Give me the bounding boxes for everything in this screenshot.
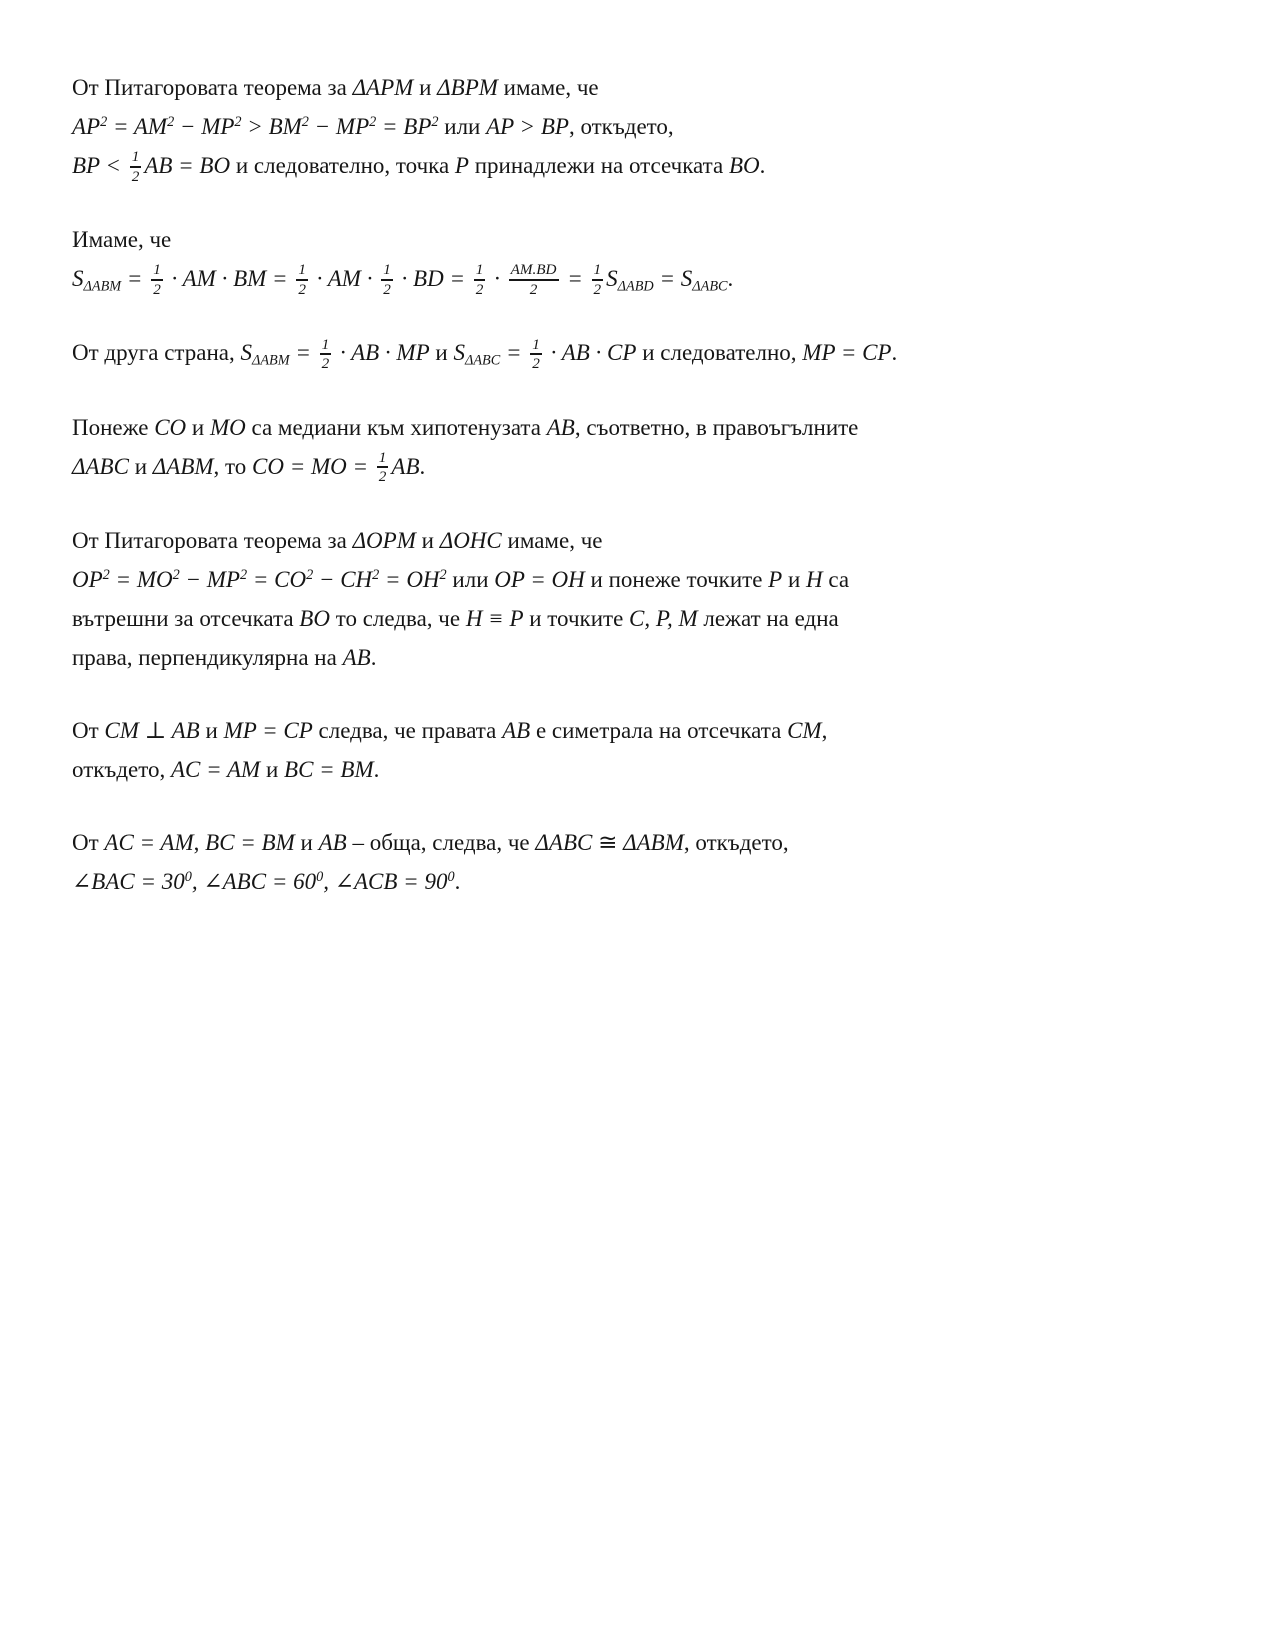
- math-run: = OH: [379, 566, 440, 592]
- math-run: − MP: [179, 566, 240, 592]
- math-run: H: [806, 566, 823, 592]
- text-run: принадлежи на отсечката: [468, 153, 729, 178]
- text-run: От: [72, 717, 105, 743]
- fraction: $\frac{1}{2}$: [153, 261, 161, 298]
- math-run: ΔABC: [72, 453, 129, 479]
- math-run: AC = AM: [170, 756, 261, 782]
- math-run: · BD =: [395, 266, 471, 292]
- math-run: · AB · MP: [334, 340, 430, 366]
- text-line: [72, 638, 1222, 677]
- paragraph: [72, 68, 1222, 186]
- math-run: H ≡ P: [465, 605, 524, 631]
- text-run: Имаме, че: [72, 227, 172, 253]
- math-run: BO: [728, 153, 760, 178]
- text-run: .: [373, 756, 380, 782]
- math-run: , ∠ACB = 90: [323, 868, 448, 894]
- math-run: = MO: [109, 566, 173, 592]
- math-run: CO: [154, 414, 187, 440]
- text-line: [72, 68, 1222, 107]
- math-run: AB: [318, 829, 347, 855]
- math-run: AC = AM: [104, 829, 194, 855]
- text-line: [72, 408, 1222, 447]
- text-run: и точките: [523, 605, 630, 631]
- math-run: ΔOHC: [439, 527, 502, 553]
- text-run: и: [260, 756, 285, 782]
- fraction: $\frac{1}{2}$: [378, 448, 387, 486]
- math-run: S: [72, 266, 84, 292]
- text-run: са: [822, 566, 850, 592]
- math-run: AB: [502, 717, 531, 743]
- text-run: и: [199, 717, 224, 743]
- text-run: , откъдето,: [683, 829, 789, 855]
- math-run: S: [453, 340, 465, 366]
- text-run: От Питагоровата теорема за: [72, 75, 353, 100]
- text-run: и следователно,: [636, 340, 803, 366]
- math-run: S: [606, 266, 618, 292]
- paragraph: [72, 333, 1222, 373]
- fraction: $\frac{1}{2}$: [593, 261, 602, 298]
- math-run: > BM: [241, 114, 302, 139]
- text-run: ΔABC: [692, 278, 728, 295]
- paragraph: [72, 823, 1222, 901]
- document-content: [72, 68, 1222, 935]
- text-line: [72, 333, 1222, 373]
- text-run: .: [370, 644, 377, 670]
- text-run: ΔABD: [617, 278, 654, 295]
- math-run: CO = MO =: [252, 453, 374, 479]
- math-run: C, P, M: [629, 605, 698, 631]
- text-run: ΔABM: [83, 278, 122, 295]
- text-run: ΔABC: [464, 352, 501, 369]
- math-run: ΔAPM: [352, 75, 414, 100]
- fraction: $\frac{1}{2}$: [131, 148, 140, 185]
- text-line: [72, 862, 1222, 901]
- math-run: =: [561, 266, 589, 292]
- text-run: 2: [306, 566, 314, 583]
- text-run: вътрешни за отсечката: [72, 605, 300, 631]
- text-line: [72, 560, 1222, 599]
- text-run: или: [446, 566, 495, 592]
- text-run: и: [294, 829, 319, 855]
- math-run: · AB · CP: [544, 340, 637, 366]
- paragraph: [72, 521, 1222, 677]
- math-run: AB = BO: [144, 153, 231, 178]
- text-run: 2: [301, 114, 309, 131]
- math-run: ΔABM: [152, 453, 214, 479]
- text-line: [72, 711, 1222, 750]
- math-run: − CH: [313, 566, 373, 592]
- math-run: ΔABC ≅ ΔABM: [535, 829, 684, 855]
- math-run: AP > BP: [486, 114, 569, 139]
- text-run: От друга страна,: [72, 340, 241, 366]
- text-run: и: [413, 75, 438, 100]
- text-run: .: [891, 340, 898, 366]
- text-run: .: [454, 868, 461, 894]
- math-run: AP: [72, 114, 101, 139]
- text-run: 0: [447, 868, 455, 885]
- text-run: , съответно, в правоъгълните: [574, 414, 859, 440]
- math-run: P: [454, 153, 469, 178]
- text-run: и: [415, 527, 440, 553]
- fraction: $\frac{1}{2}$: [532, 335, 540, 373]
- text-run: Понеже: [72, 414, 155, 440]
- text-run: 2: [431, 114, 439, 131]
- math-run: MO: [209, 414, 246, 440]
- text-run: права, перпендикулярна на: [72, 644, 343, 670]
- text-run: ,: [821, 717, 828, 743]
- math-run: · AM ·: [310, 266, 379, 292]
- math-run: ·: [488, 266, 506, 292]
- text-run: 0: [184, 868, 192, 885]
- text-run: имаме, че: [501, 527, 603, 553]
- math-run: MP = CP: [223, 717, 313, 743]
- text-run: От Питагоровата теорема за: [72, 527, 353, 553]
- math-run: ΔOPM: [352, 527, 416, 553]
- fraction: $\frac{1}{2}$: [298, 261, 306, 298]
- paragraph: [72, 408, 1222, 487]
- text-run: откъдето,: [72, 756, 171, 782]
- math-run: OP = OH: [494, 566, 585, 592]
- text-run: ,: [193, 829, 206, 855]
- text-run: 2: [100, 114, 108, 131]
- math-run: ∠BAC = 30: [72, 868, 185, 894]
- text-run: е симетрала на отсечката: [530, 717, 788, 743]
- math-run: = CO: [247, 566, 307, 592]
- paragraph: [72, 220, 1222, 299]
- text-run: и: [429, 340, 454, 366]
- text-run: следва, че правата: [312, 717, 503, 743]
- math-run: − MP: [174, 114, 235, 139]
- text-run: 2: [439, 566, 447, 583]
- text-run: и: [782, 566, 807, 592]
- text-line: [72, 599, 1222, 638]
- text-run: и: [128, 453, 153, 479]
- fraction: $\frac{1}{2}$: [383, 261, 391, 298]
- text-run: 2: [239, 566, 248, 583]
- math-run: =: [289, 340, 317, 366]
- text-run: са медиани към хипотенузата: [245, 414, 547, 440]
- math-run: CM ⊥ AB: [104, 717, 200, 743]
- text-run: ΔABM: [251, 352, 290, 369]
- math-run: =: [500, 340, 528, 366]
- math-run: MP = CP: [802, 340, 892, 366]
- math-run: AB: [342, 644, 371, 670]
- math-run: = AM: [107, 114, 168, 139]
- text-line: [72, 259, 1222, 299]
- paragraph: [72, 711, 1222, 789]
- text-run: то следва, че: [329, 605, 466, 631]
- math-run: = BP: [376, 114, 432, 139]
- text-run: .: [419, 453, 426, 479]
- math-run: P: [768, 566, 783, 592]
- text-run: , откъдето,: [568, 114, 674, 139]
- text-run: 2: [102, 566, 110, 583]
- text-line: [72, 447, 1222, 487]
- math-run: BC = BM: [205, 829, 295, 855]
- math-run: AB: [391, 453, 420, 479]
- text-line: [72, 823, 1222, 862]
- math-run: BO: [299, 605, 330, 631]
- math-run: BP <: [72, 153, 127, 178]
- math-run: =: [121, 266, 149, 292]
- text-run: 2: [369, 114, 377, 131]
- math-run: CM: [787, 717, 822, 743]
- math-run: · AM · BM =: [165, 266, 294, 292]
- text-run: 2: [234, 114, 242, 131]
- text-run: и понеже точките: [584, 566, 769, 592]
- text-run: или: [438, 114, 487, 139]
- text-run: 0: [316, 868, 324, 885]
- text-run: .: [759, 153, 766, 178]
- math-run: − MP: [308, 114, 370, 139]
- math-run: , ∠ABC = 60: [191, 868, 317, 894]
- text-run: и следователно, точка: [230, 153, 455, 178]
- math-run: BC = BM: [284, 756, 374, 782]
- text-run: 2: [172, 566, 180, 583]
- text-line: [72, 750, 1222, 789]
- fraction: $\frac{1}{2}$: [321, 335, 330, 373]
- text-run: и: [186, 414, 210, 440]
- text-run: От: [72, 829, 105, 855]
- text-run: лежат на една: [697, 605, 839, 631]
- text-line: [72, 107, 1222, 146]
- fraction: $\frac{1}{2}$: [475, 261, 484, 298]
- fraction: $\frac{AM.BD}{2}$: [510, 261, 557, 298]
- text-run: 2: [167, 114, 175, 131]
- text-line: [72, 220, 1222, 259]
- text-run: – обща, следва, че: [346, 829, 536, 855]
- math-run: ΔBPM: [437, 75, 498, 100]
- math-run: AB: [546, 414, 575, 440]
- text-run: 2: [372, 566, 380, 583]
- text-run: имаме, че: [497, 75, 599, 100]
- math-run: = S: [653, 266, 693, 292]
- text-run: , то: [213, 453, 253, 479]
- text-line: [72, 521, 1222, 560]
- math-run: S: [240, 340, 252, 366]
- text-run: .: [727, 266, 734, 292]
- math-run: OP: [72, 566, 103, 592]
- text-line: [72, 146, 1222, 186]
